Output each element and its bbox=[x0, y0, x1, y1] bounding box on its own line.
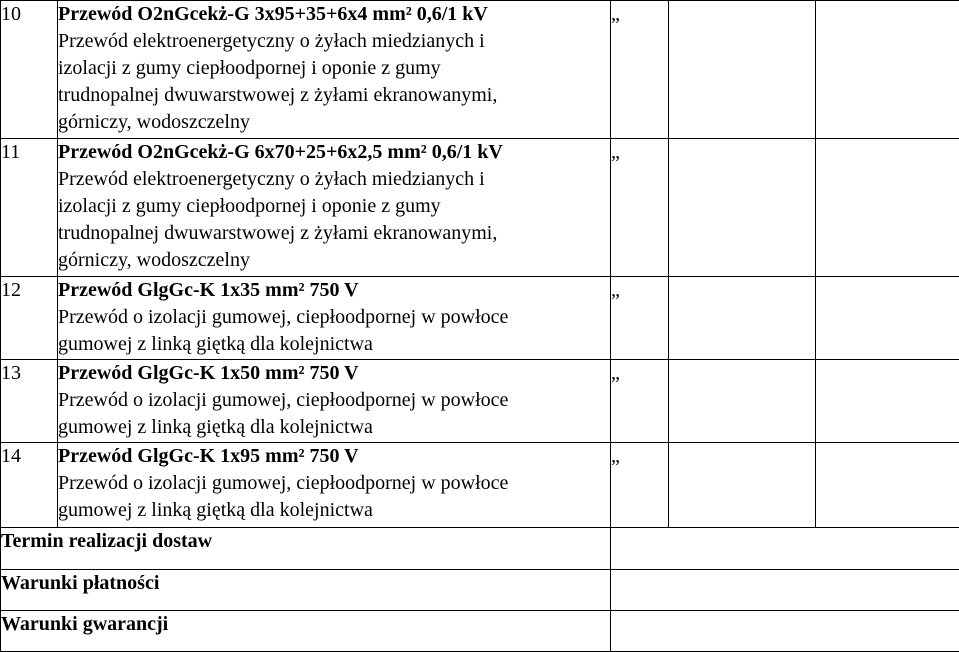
empty-cell bbox=[816, 1, 959, 139]
item-detail-line: Przewód o izolacji gumowej, ciepłoodpornej w powłoce bbox=[58, 304, 610, 331]
item-description bbox=[58, 1, 611, 139]
empty-cell bbox=[669, 277, 816, 360]
item-name: Przewód GlgGc-K 1x50 mm² 750 V bbox=[58, 360, 610, 387]
empty-cell bbox=[669, 443, 816, 528]
item-detail-line: trudnopalnej dwuwarstwowej z żyłami ekranowanymi, bbox=[58, 220, 610, 247]
table-row bbox=[1, 570, 959, 611]
item-detail-line: izolacji z gumy ciepłoodpornej i oponie z gumy bbox=[58, 55, 610, 82]
empty-cell bbox=[816, 360, 959, 443]
item-detail-line: Przewód o izolacji gumowej, ciepłoodpornej w powłoce bbox=[58, 387, 610, 414]
item-name: Przewód GlgGc-K 1x35 mm² 750 V bbox=[58, 277, 610, 304]
item-detail-line: gumowej z linką giętką dla kolejnictwa bbox=[58, 414, 610, 441]
table-row bbox=[1, 1, 959, 139]
warranty-terms-value bbox=[611, 611, 959, 652]
item-number: 12 bbox=[1, 277, 58, 360]
ditto-mark: „ bbox=[611, 139, 669, 277]
ditto-mark: „ bbox=[611, 277, 669, 360]
item-detail-line: Przewód elektroenergetyczny o żyłach miedzianych i bbox=[58, 166, 610, 193]
item-detail-line: izolacji z gumy ciepłoodpornej i oponie z gumy bbox=[58, 193, 610, 220]
empty-cell bbox=[816, 443, 959, 528]
table-row bbox=[1, 277, 959, 360]
item-description bbox=[58, 277, 611, 360]
empty-cell bbox=[669, 139, 816, 277]
empty-cell bbox=[816, 277, 959, 360]
ditto-mark: „ bbox=[611, 443, 669, 528]
item-detail-line: górniczy, wodoszczelny bbox=[58, 247, 610, 274]
empty-cell bbox=[816, 139, 959, 277]
ditto-mark: „ bbox=[611, 360, 669, 443]
empty-cell bbox=[669, 360, 816, 443]
payment-terms-value bbox=[611, 570, 959, 611]
item-detail-line: górniczy, wodoszczelny bbox=[58, 109, 610, 136]
item-detail-line: Przewód elektroenergetyczny o żyłach miedzianych i bbox=[58, 28, 610, 55]
table-row bbox=[1, 360, 959, 443]
delivery-term-label: Termin realizacji dostaw bbox=[1, 528, 611, 570]
item-number: 14 bbox=[1, 443, 58, 528]
item-number: 13 bbox=[1, 360, 58, 443]
item-description bbox=[58, 443, 611, 528]
item-detail-line: Przewód o izolacji gumowej, ciepłoodpornej w powłoce bbox=[58, 470, 610, 497]
delivery-term-value bbox=[611, 528, 959, 570]
item-name: Przewód O2nGcekż-G 3x95+35+6x4 mm² 0,6/1 kV bbox=[58, 1, 610, 28]
table-row bbox=[1, 611, 959, 652]
warranty-terms-label: Warunki gwarancji bbox=[1, 611, 611, 652]
item-number: 10 bbox=[1, 1, 58, 139]
item-name: Przewód GlgGc-K 1x95 mm² 750 V bbox=[58, 443, 610, 470]
table-row bbox=[1, 139, 959, 277]
payment-terms-label: Warunki płatności bbox=[1, 570, 611, 611]
item-description bbox=[58, 139, 611, 277]
empty-cell bbox=[669, 1, 816, 139]
item-detail-line: gumowej z linką giętką dla kolejnictwa bbox=[58, 331, 610, 358]
item-number: 11 bbox=[1, 139, 58, 277]
table-row bbox=[1, 528, 959, 570]
item-name: Przewód O2nGcekż-G 6x70+25+6x2,5 mm² 0,6/1 kV bbox=[58, 139, 610, 166]
ditto-mark: „ bbox=[611, 1, 669, 139]
table-row bbox=[1, 443, 959, 528]
item-detail-line: gumowej z linką giętką dla kolejnictwa bbox=[58, 497, 610, 524]
item-detail-line: trudnopalnej dwuwarstwowej z żyłami ekranowanymi, bbox=[58, 82, 610, 109]
item-description bbox=[58, 360, 611, 443]
